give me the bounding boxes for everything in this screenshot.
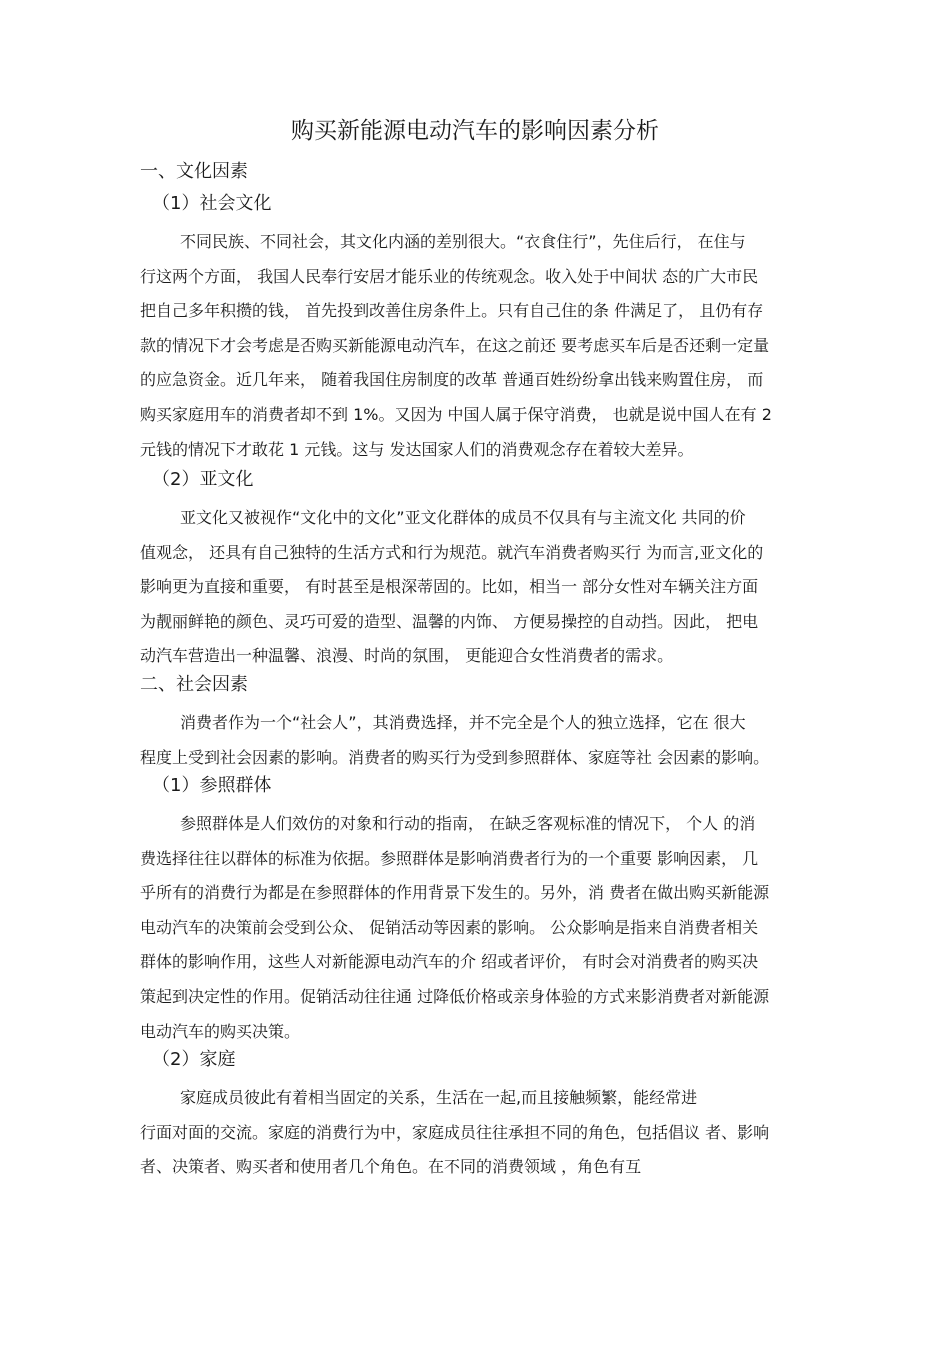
text-line: 元钱的情况下才敢花 1 元钱。这与 发达国家人们的消费观念存在着较大差异。 [140,439,694,459]
subsection-heading-subculture: （2）亚文化 [152,469,254,490]
text-line: 行面对面的交流。家庭的消费行为中，家庭成员往往承担不同的角色，包括倡议 者、影响 [140,1122,770,1142]
text-line: 值观念， 还具有自己独特的生活方式和行为规范。就汽车消费者购买行 为而言,亚文化的 [140,542,764,562]
text-line: 电动汽车的决策前会受到公众、 促销活动等因素的影响。 公众影响是指来自消费者相关 [140,917,759,937]
text-line: 把自己多年积攒的钱， 首先投到改善住房条件上。只有自己住的条 件满足了， 且仍有存 [140,301,764,321]
text-line: 家庭成员彼此有着相当固定的关系，生活在一起,而且接触频繁，能经常进 [180,1088,698,1107]
subsection-heading-reference-group: （1）参照群体 [152,775,272,796]
text-line: 影响更为直接和重要， 有时甚至是根深蒂固的。比如，相当一 部分女性对车辆关注方面 [140,577,759,597]
text-line: 群体的影响作用，这些人对新能源电动汽车的介 绍或者评价， 有时会对消费者的购买决 [140,952,759,972]
subsection-heading-family: （2）家庭 [152,1049,236,1070]
text-line: 动汽车营造出一种温馨、浪漫、时尚的氛围， 更能迎合女性消费者的需求。 [140,646,674,666]
document-title: 购买新能源电动汽车的影响因素分析 [291,118,659,144]
text-line: 程度上受到社会因素的影响。消费者的购买行为受到参照群体、家庭等社 会因素的影响。 [140,747,770,767]
paragraph-social-culture [140,225,846,467]
section-heading-society: 二、社会因素 [140,674,248,695]
text-line: 费选择往往以群体的标准为依据。参照群体是影响消费者行为的一个重要 影响因素， 几 [140,848,759,868]
text-line: 为靓丽鲜艳的颜色、灵巧可爱的造型、温馨的内饰、 方便易操控的自动挡。因此， 把电 [140,611,759,631]
paragraph-subculture [140,501,846,674]
text-line: 款的情况下才会考虑是否购买新能源电动汽车，在这之前还 要考虑买车后是否还剩一定量 [140,335,770,355]
subsection-heading-social-culture: （1）社会文化 [152,193,272,214]
text-line: 电动汽车的购买决策。 [140,1021,301,1041]
paragraph-reference-group [140,807,846,1049]
paragraph-society [140,706,846,775]
text-line: 行这两个方面， 我国人民奉行安居才能乐业的传统观念。收入处于中间状 态的广大市民 [140,266,759,286]
text-line: 不同民族、不同社会，其文化内涵的差别很大。“衣食住行”，先住后行， 在住与 [180,232,746,251]
text-line: 参照群体是人们效仿的对象和行动的指南， 在缺乏客观标准的情况下， 个人 的消 [180,814,756,833]
text-line: 策起到决定性的作用。促销活动往往通 过降低价格或亲身体验的方式来影消费者对新能源 [140,986,770,1006]
text-line: 的应急资金。近几年来， 随着我国住房制度的改革 普通百姓纷纷拿出钱来购置住房， 而 [140,370,764,390]
text-line: 乎所有的消费行为都是在参照群体的作用背景下发生的。另外，消 费者在做出购买新能源 [140,883,770,903]
text-line: 亚文化又被视作“文化中的文化”亚文化群体的成员不仅具有与主流文化 共同的价 [180,508,746,527]
section-heading-culture: 一、文化因素 [140,161,248,182]
text-line: 者、决策者、购买者和使用者几个角色。在不同的消费领域 ，角色有互 [140,1157,642,1177]
text-line: 购买家庭用车的消费者却不到 1%。又因为 中国人属于保守消费， 也就是说中国人在有 2 [140,404,772,424]
text-line: 消费者作为一个“社会人”，其消费选择，并不完全是个人的独立选择，它在 很大 [180,713,746,732]
paragraph-family [140,1081,846,1185]
